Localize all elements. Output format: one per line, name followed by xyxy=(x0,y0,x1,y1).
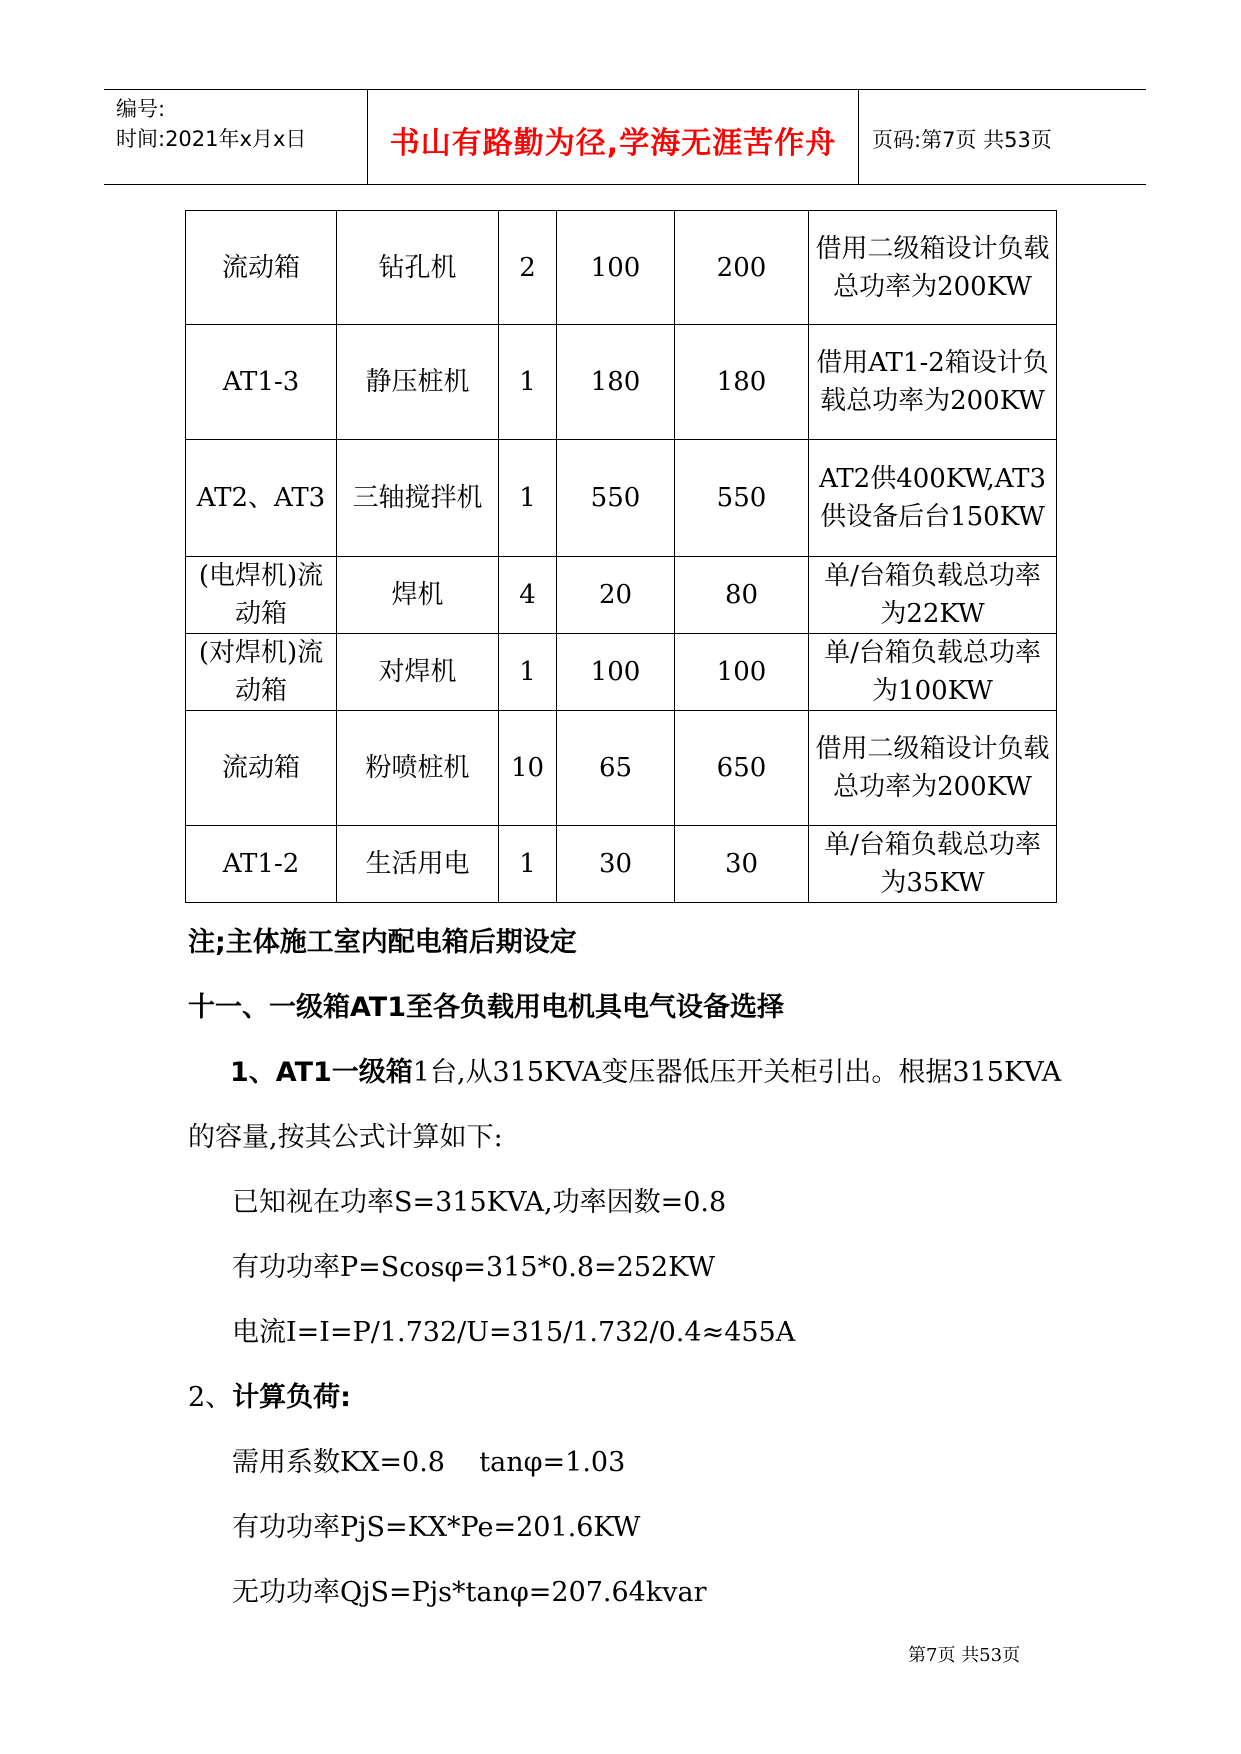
table-cell-unit-power: 65 xyxy=(557,711,675,826)
table-cell-total-power: 180 xyxy=(675,325,809,440)
paragraph-1-lead: 1、AT1一级箱 xyxy=(230,1057,413,1088)
section-title: 十一、一级箱AT1至各负载用电机具电气设备选择 xyxy=(188,992,785,1023)
table-row xyxy=(186,211,1057,325)
header-time-label: 时间:2021年x月x日 xyxy=(116,127,307,151)
table-cell-device: 对焊机 xyxy=(337,634,499,711)
table-cell-total-power: 200 xyxy=(675,211,809,325)
header-meta xyxy=(116,94,366,154)
header-number-label: 编号: xyxy=(116,97,166,121)
formula-active-power: 有功功率P=Scosφ=315*0.8=252KW xyxy=(232,1252,716,1283)
table-cell-remark: AT2供400KW,AT3供设备后台150KW xyxy=(809,440,1057,557)
table-row xyxy=(186,826,1057,903)
page-footer: 第7页 共53页 xyxy=(908,1645,1021,1666)
calc-heading-title: 计算负荷: xyxy=(232,1382,351,1413)
table-cell-box: (电焊机)流动箱 xyxy=(186,557,337,634)
table-cell-unit-power: 550 xyxy=(557,440,675,557)
header-motto: 书山有路勤为径,学海无涯苦作舟 xyxy=(389,126,837,161)
table-cell-total-power: 100 xyxy=(675,634,809,711)
table-cell-count: 1 xyxy=(499,634,557,711)
table-cell-total-power: 550 xyxy=(675,440,809,557)
page-header xyxy=(104,89,1146,185)
table-cell-device: 生活用电 xyxy=(337,826,499,903)
table-cell-remark: 单/台箱负载总功率为100KW xyxy=(809,634,1057,711)
table-cell-count: 4 xyxy=(499,557,557,634)
table-cell-device: 粉喷桩机 xyxy=(337,711,499,826)
table-cell-remark: 借用二级箱设计负载总功率为200KW xyxy=(809,211,1057,325)
table-cell-box: 流动箱 xyxy=(186,211,337,325)
table-cell-box: 流动箱 xyxy=(186,711,337,826)
table-cell-device: 静压桩机 xyxy=(337,325,499,440)
table-row xyxy=(186,634,1057,711)
table-cell-device: 三轴搅拌机 xyxy=(337,440,499,557)
formula-pjs: 有功功率PjS=KX*Pe=201.6KW xyxy=(232,1512,641,1543)
table-row xyxy=(186,325,1057,440)
table-cell-count: 1 xyxy=(499,440,557,557)
formula-apparent-power: 已知视在功率S=315KVA,功率因数=0.8 xyxy=(232,1187,727,1218)
paragraph-1-text: 1台,从315KVA变压器低压开关柜引出。根据315KVA xyxy=(412,1057,1062,1088)
table-cell-remark: 单/台箱负载总功率为22KW xyxy=(809,557,1057,634)
load-table xyxy=(185,210,1057,903)
header-divider xyxy=(858,90,859,184)
table-cell-box: (对焊机)流动箱 xyxy=(186,634,337,711)
table-cell-remark: 借用二级箱设计负载总功率为200KW xyxy=(809,711,1057,826)
calc-heading xyxy=(188,1375,351,1414)
table-cell-box: AT2、AT3 xyxy=(186,440,337,557)
table-cell-count: 1 xyxy=(499,325,557,440)
table-cell-remark: 单/台箱负载总功率为35KW xyxy=(809,826,1057,903)
table-cell-unit-power: 100 xyxy=(557,211,675,325)
header-divider xyxy=(367,90,368,184)
table-cell-box: AT1-2 xyxy=(186,826,337,903)
table-cell-box: AT1-3 xyxy=(186,325,337,440)
formula-demand-factor: 需用系数KX=0.8 tanφ=1.03 xyxy=(232,1447,626,1478)
table-row xyxy=(186,711,1057,826)
table-cell-device: 钻孔机 xyxy=(337,211,499,325)
table-cell-count: 10 xyxy=(499,711,557,826)
table-cell-unit-power: 20 xyxy=(557,557,675,634)
table-cell-total-power: 30 xyxy=(675,826,809,903)
note-text: 注;主体施工室内配电箱后期设定 xyxy=(188,927,577,958)
table-row xyxy=(186,440,1057,557)
formula-qjs: 无功功率QjS=Pjs*tanφ=207.64kvar xyxy=(232,1577,707,1608)
paragraph-1-continuation: 的容量,按其公式计算如下: xyxy=(188,1122,503,1153)
calc-heading-number: 2、 xyxy=(188,1382,233,1413)
table-cell-device: 焊机 xyxy=(337,557,499,634)
table-cell-count: 2 xyxy=(499,211,557,325)
table-cell-total-power: 80 xyxy=(675,557,809,634)
header-page-info: 页码:第7页 共53页 xyxy=(872,128,1052,152)
formula-current: 电流I=I=P/1.732/U=315/1.732/0.4≈455A xyxy=(232,1317,796,1348)
table-cell-unit-power: 180 xyxy=(557,325,675,440)
table-cell-count: 1 xyxy=(499,826,557,903)
table-row xyxy=(186,557,1057,634)
table-cell-total-power: 650 xyxy=(675,711,809,826)
table-cell-unit-power: 100 xyxy=(557,634,675,711)
table-cell-remark: 借用AT1-2箱设计负载总功率为200KW xyxy=(809,325,1057,440)
table-cell-unit-power: 30 xyxy=(557,826,675,903)
paragraph-1 xyxy=(230,1050,1061,1089)
